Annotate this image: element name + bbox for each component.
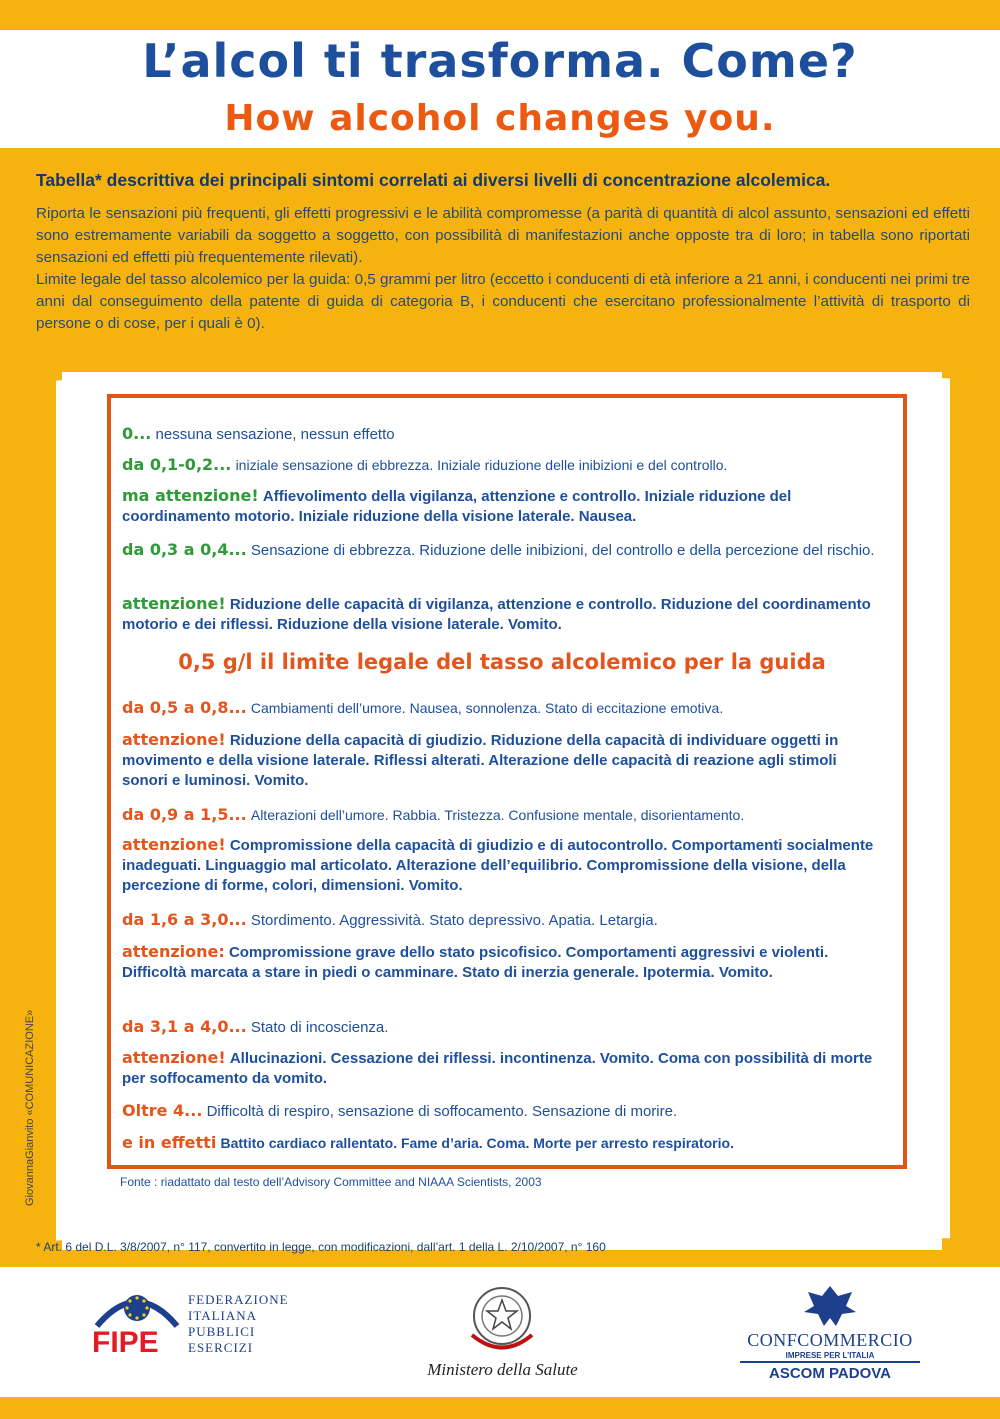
level-label: da 0,1-0,2... <box>122 455 232 474</box>
level-label: 0... <box>122 424 152 443</box>
level-label: da 0,3 a 0,4... <box>122 540 247 559</box>
row-over-4 <box>122 1101 882 1120</box>
intro-heading: Tabella* descrittiva dei principali sintomi correlati ai diversi livelli di concentrazione alcolemica. <box>36 170 831 190</box>
level-label: Oltre 4... <box>122 1101 203 1120</box>
warning-label: attenzione! <box>122 594 226 613</box>
level-text: iniziale sensazione di ebbrezza. Iniziale riduzione delle inibizioni e del controllo. <box>235 457 728 473</box>
intro-paragraph-2: Limite legale del tasso alcolemico per la guida: 0,5 grammi per litro (eccetto i conducenti di età inferiore a 21 anni, i conducenti nei primi tre anni dal conseguimento della patente di guida di categoria B, i conducenti che esercitano professionalmente l’attività di trasporto di persone o di cose, per i quali è 0). <box>36 271 970 332</box>
confcommercio-name: CONFCOMMERCIO <box>747 1330 913 1350</box>
intro-section <box>36 170 970 335</box>
warning-label: attenzione! <box>122 730 226 749</box>
level-label: da 1,6 a 3,0... <box>122 910 247 929</box>
level-label: da 0,9 a 1,5... <box>122 805 247 824</box>
level-text: nessuna sensazione, nessun effetto <box>155 426 395 443</box>
ascom-padova: ASCOM PADOVA <box>769 1365 891 1382</box>
confcommercio-logo <box>730 1282 930 1392</box>
level-text: Sensazione di ebbrezza. Riduzione delle inibizioni, del controllo e della percezione del rischio. <box>250 542 875 559</box>
row-0 <box>122 424 882 443</box>
level-text: Difficoltà di respiro, sensazione di soffocamento. Sensazione di morire. <box>206 1103 678 1120</box>
main-title: L’alcol ti trasforma. Come? <box>142 34 858 88</box>
row-0-1 <box>122 455 882 474</box>
confcommercio-tagline: IMPRESE PER L’ITALIA <box>785 1351 875 1360</box>
row-0-1-warning <box>122 486 882 527</box>
level-text: Stordimento. Aggressività. Stato depressivo. Apatia. Letargia. <box>250 912 658 929</box>
level-text: Stato di incoscienza. <box>250 1019 389 1036</box>
intro-paragraph-1: Riporta le sensazioni più frequenti, gli effetti progressivi e le abilità compromesse (a parità di quantità di alcol assunto, sensazioni ed effetti sono estremamente variabili da soggetto a soggetto, con possibilità di manifestazioni anche opposte tra di loro; in tabella sono riportati sensazioni ed effetti più frequentemente rilevati). <box>36 205 970 266</box>
english-subtitle: How alcohol changes you. <box>224 98 776 139</box>
warning-label: ma attenzione! <box>122 486 259 505</box>
ministero-logo <box>395 1280 610 1390</box>
row-3-1 <box>122 1017 882 1036</box>
row-over-4-effects <box>122 1133 882 1152</box>
top-bar <box>0 0 1000 30</box>
warning-text: Riduzione della capacità di giudizio. Riduzione della capacità di individuare oggetti in movimento e della visione laterale. Riflessi alterati. Alterazione delle capacità di reazione agli stimoli sonori e luminosi. Vomito. <box>122 732 839 789</box>
row-0-9 <box>122 805 882 824</box>
warning-label: attenzione! <box>122 1048 226 1067</box>
row-3-1-warning <box>122 1048 882 1089</box>
footnote: * Art. 6 del D.L. 3/8/2007, n° 117, convertito in legge, con modificazioni, dall’art. 1 della L. 2/10/2007, n° 160 <box>36 1240 606 1254</box>
fipe-full-name: FEDERAZIONE ITALIANA PUBBLICI ESERCIZI <box>188 1292 289 1355</box>
level-label: da 3,1 a 4,0... <box>122 1017 247 1036</box>
row-0-3-warning <box>122 594 882 635</box>
row-0-3 <box>122 540 882 561</box>
warning-text: Battito cardiaco rallentato. Fame d’aria. Coma. Morte per arresto respiratorio. <box>220 1135 734 1151</box>
warning-text: Riduzione delle capacità di vigilanza, attenzione e controllo. Riduzione del coordinamento motorio e dei riflessi. Riduzione della visione laterale. Vomito. <box>122 596 871 633</box>
warning-label: e in effetti <box>122 1133 217 1152</box>
level-text: Cambiamenti dell’umore. Nausea, sonnolenza. Stato di eccitazione emotiva. <box>250 700 724 716</box>
warning-text: Affievolimento della vigilanza, attenzione e controllo. Iniziale riduzione del coordinamento motorio. Iniziale riduzione della visione laterale. Nausea. <box>122 488 792 525</box>
italian-emblem-icon <box>457 1280 547 1355</box>
level-text: Alterazioni dell’umore. Rabbia. Tristezza. Confusione mentale, disorientamento. <box>250 807 745 823</box>
fipe-logo <box>92 1288 292 1378</box>
row-1-6 <box>122 910 882 929</box>
designer-credit: GiovannaGianvito «COMUNICAZIONE» <box>24 1009 36 1206</box>
warning-text: Compromissione grave dello stato psicofisico. Comportamenti aggressivi e violenti. Difficoltà marcata a stare in piedi o camminare. Stato di inerzia generale. Ipotermia. Vomito. <box>122 944 829 981</box>
warning-text: Allucinazioni. Cessazione dei riflessi. incontinenza. Vomito. Coma con possibilità di morte per soffocamento da vomito. <box>122 1050 873 1087</box>
confcommercio-divider <box>740 1361 920 1363</box>
eu-stars-icon <box>92 1288 182 1328</box>
legal-limit-banner: 0,5 g/l il limite legale del tasso alcolemico per la guida <box>178 650 826 674</box>
level-label: da 0,5 a 0,8... <box>122 698 247 717</box>
row-0-5 <box>122 698 882 717</box>
backdrop-edge-left <box>56 379 86 1240</box>
eagle-icon <box>800 1282 860 1328</box>
backdrop-edge-right <box>920 378 950 1239</box>
warning-label: attenzione: <box>122 942 225 961</box>
ministero-name: Ministero della Salute <box>427 1360 578 1379</box>
warning-label: attenzione! <box>122 835 226 854</box>
fipe-wordmark: FIPE <box>92 1326 159 1359</box>
bottom-bar <box>0 1397 1000 1419</box>
row-0-9-warning <box>122 835 882 896</box>
row-0-5-warning <box>122 730 882 791</box>
source-note: Fonte : riadattato dal testo dell’Advisory Committee and NIAAA Scientists, 2003 <box>120 1175 542 1189</box>
row-1-6-warning <box>122 942 882 983</box>
warning-text: Compromissione della capacità di giudizio e di autocontrollo. Comportamenti socialmente inadeguati. Linguaggio mal articolato. Alterazione dell’equilibrio. Compromissione della visione, della percezione di forme, colori, dimensioni. Vomito. <box>122 837 874 894</box>
